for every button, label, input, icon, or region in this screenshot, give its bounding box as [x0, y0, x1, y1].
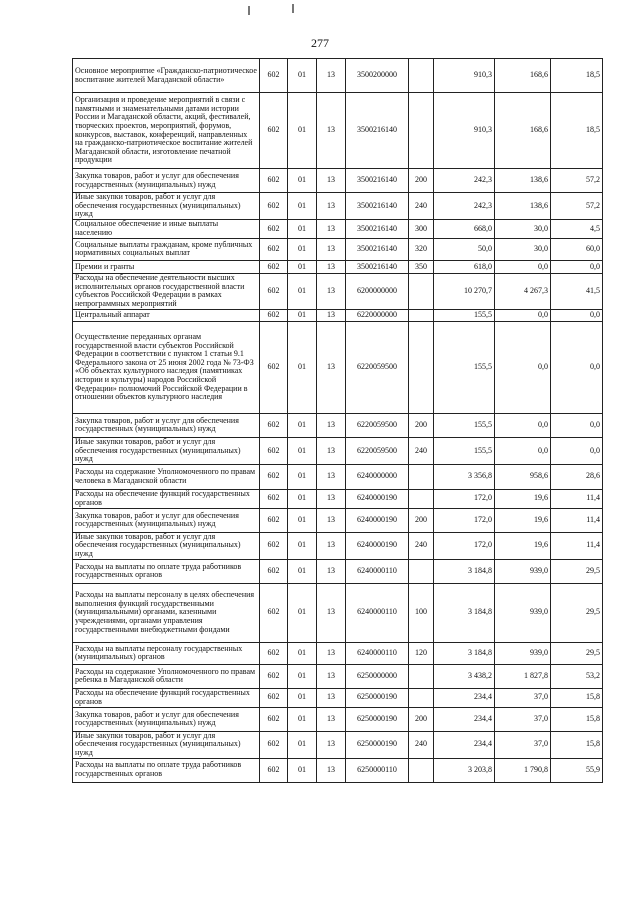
table-row [73, 758, 603, 782]
amount-plan: 3 184,8 [434, 583, 495, 642]
code-vr: 200 [409, 508, 434, 532]
code-pr: 13 [317, 169, 346, 193]
amount-percent: 0,0 [551, 321, 603, 413]
amount-percent: 15,8 [551, 688, 603, 707]
code-csr: 6220000000 [346, 309, 409, 321]
code-vr: 320 [409, 238, 434, 260]
amount-plan: 172,0 [434, 508, 495, 532]
amount-plan: 172,0 [434, 489, 495, 508]
code-vr [409, 489, 434, 508]
amount-percent: 29,5 [551, 559, 603, 583]
code-rz: 01 [288, 758, 317, 782]
amount-percent: 0,0 [551, 309, 603, 321]
code-ved: 602 [260, 707, 288, 731]
scan-mark [292, 4, 294, 13]
code-ved: 602 [260, 758, 288, 782]
code-pr: 13 [317, 707, 346, 731]
code-vr: 240 [409, 193, 434, 220]
table-row [73, 532, 603, 559]
table-row [73, 642, 603, 664]
expense-name: Расходы на содержание Уполномоченного по правам человека в Магаданской области [73, 464, 260, 489]
amount-actual: 30,0 [495, 219, 551, 238]
amount-percent: 28,6 [551, 464, 603, 489]
code-vr: 200 [409, 707, 434, 731]
code-ved: 602 [260, 583, 288, 642]
amount-plan: 242,3 [434, 193, 495, 220]
amount-actual: 138,6 [495, 193, 551, 220]
code-ved: 602 [260, 169, 288, 193]
code-vr: 200 [409, 169, 434, 193]
expense-name: Центральный аппарат [73, 309, 260, 321]
amount-percent: 15,8 [551, 707, 603, 731]
code-pr: 13 [317, 642, 346, 664]
expense-name: Премии и гранты [73, 260, 260, 273]
table-row [73, 260, 603, 273]
code-pr: 13 [317, 321, 346, 413]
expense-name: Закупка товаров, работ и услуг для обеспечения государственных (муниципальных) нужд [73, 169, 260, 193]
expense-name: Иные закупки товаров, работ и услуг для обеспечения государственных (муниципальных) нужд [73, 437, 260, 464]
expense-name: Закупка товаров, работ и услуг для обеспечения государственных (муниципальных) нужд [73, 413, 260, 437]
code-pr: 13 [317, 559, 346, 583]
code-rz: 01 [288, 219, 317, 238]
code-rz: 01 [288, 707, 317, 731]
code-pr: 13 [317, 437, 346, 464]
expense-name: Расходы на содержание Уполномоченного по правам ребенка в Магаданской области [73, 664, 260, 688]
code-ved: 602 [260, 731, 288, 758]
amount-plan: 50,0 [434, 238, 495, 260]
amount-plan: 3 356,8 [434, 464, 495, 489]
code-vr: 100 [409, 583, 434, 642]
amount-percent: 11,4 [551, 532, 603, 559]
amount-percent: 29,5 [551, 642, 603, 664]
expense-name: Расходы на выплаты персоналу государственных (муниципальных) органов [73, 642, 260, 664]
code-rz: 01 [288, 731, 317, 758]
code-rz: 01 [288, 273, 317, 309]
amount-actual: 4 267,3 [495, 273, 551, 309]
code-vr [409, 758, 434, 782]
amount-plan: 3 184,8 [434, 559, 495, 583]
amount-actual: 19,6 [495, 489, 551, 508]
amount-percent: 0,0 [551, 260, 603, 273]
code-csr: 6250000190 [346, 707, 409, 731]
table-row [73, 93, 603, 169]
code-ved: 602 [260, 273, 288, 309]
code-csr: 6240000190 [346, 508, 409, 532]
code-pr: 13 [317, 464, 346, 489]
budget-body [73, 59, 603, 783]
amount-actual: 939,0 [495, 642, 551, 664]
amount-actual: 0,0 [495, 321, 551, 413]
budget-table [72, 58, 603, 783]
code-ved: 602 [260, 59, 288, 93]
code-rz: 01 [288, 413, 317, 437]
code-pr: 13 [317, 664, 346, 688]
table-row [73, 413, 603, 437]
amount-percent: 55,9 [551, 758, 603, 782]
code-rz: 01 [288, 93, 317, 169]
code-rz: 01 [288, 559, 317, 583]
code-vr: 240 [409, 532, 434, 559]
amount-percent: 11,4 [551, 489, 603, 508]
expense-name: Иные закупки товаров, работ и услуг для обеспечения государственных (муниципальных) нужд [73, 193, 260, 220]
table-row [73, 707, 603, 731]
amount-percent: 57,2 [551, 193, 603, 220]
expense-name: Социальное обеспечение и иные выплаты населению [73, 219, 260, 238]
amount-actual: 0,0 [495, 413, 551, 437]
code-vr: 240 [409, 437, 434, 464]
code-ved: 602 [260, 321, 288, 413]
code-ved: 602 [260, 219, 288, 238]
amount-percent: 29,5 [551, 583, 603, 642]
code-ved: 602 [260, 489, 288, 508]
amount-actual: 37,0 [495, 707, 551, 731]
table-row [73, 688, 603, 707]
expense-name: Расходы на выплаты по оплате труда работников государственных органов [73, 758, 260, 782]
amount-actual: 1 790,8 [495, 758, 551, 782]
code-pr: 13 [317, 309, 346, 321]
code-pr: 13 [317, 238, 346, 260]
code-ved: 602 [260, 413, 288, 437]
table-row [73, 508, 603, 532]
amount-percent: 15,8 [551, 731, 603, 758]
table-row [73, 59, 603, 93]
expense-name: Иные закупки товаров, работ и услуг для обеспечения государственных (муниципальных) нужд [73, 731, 260, 758]
code-csr: 6240000190 [346, 532, 409, 559]
code-rz: 01 [288, 59, 317, 93]
code-csr: 6250000000 [346, 664, 409, 688]
code-pr: 13 [317, 260, 346, 273]
code-ved: 602 [260, 464, 288, 489]
expense-name: Организация и проведение мероприятий в связи с памятными и знаменательными датами истории России и Магаданской области, акций, фестивалей, творческих проектов, мероприятий, форумов, конкурсов, выставок, конференций, направленных на гражданско-патриотическое воспитание жителей Магаданской области, изготовление печатной продукции [73, 93, 260, 169]
code-vr [409, 464, 434, 489]
scan-mark [248, 6, 250, 15]
code-pr: 13 [317, 59, 346, 93]
code-pr: 13 [317, 688, 346, 707]
code-vr [409, 59, 434, 93]
table-row [73, 559, 603, 583]
code-rz: 01 [288, 309, 317, 321]
amount-percent: 11,4 [551, 508, 603, 532]
code-csr: 3500216140 [346, 169, 409, 193]
amount-plan: 172,0 [434, 532, 495, 559]
amount-plan: 668,0 [434, 219, 495, 238]
code-rz: 01 [288, 238, 317, 260]
code-vr: 300 [409, 219, 434, 238]
code-ved: 602 [260, 93, 288, 169]
table-row [73, 193, 603, 220]
amount-plan: 618,0 [434, 260, 495, 273]
table-row [73, 664, 603, 688]
code-csr: 3500216140 [346, 219, 409, 238]
amount-plan: 910,3 [434, 59, 495, 93]
code-csr: 6240000190 [346, 489, 409, 508]
amount-actual: 939,0 [495, 583, 551, 642]
amount-plan: 3 203,8 [434, 758, 495, 782]
code-rz: 01 [288, 321, 317, 413]
amount-actual: 958,6 [495, 464, 551, 489]
code-pr: 13 [317, 583, 346, 642]
amount-actual: 1 827,8 [495, 664, 551, 688]
code-csr: 3500200000 [346, 59, 409, 93]
code-csr: 3500216140 [346, 260, 409, 273]
table-row [73, 238, 603, 260]
code-vr [409, 688, 434, 707]
amount-percent: 57,2 [551, 169, 603, 193]
amount-percent: 41,5 [551, 273, 603, 309]
amount-plan: 910,3 [434, 93, 495, 169]
amount-plan: 3 184,8 [434, 642, 495, 664]
code-ved: 602 [260, 238, 288, 260]
amount-actual: 0,0 [495, 309, 551, 321]
code-vr [409, 309, 434, 321]
code-vr [409, 321, 434, 413]
amount-actual: 0,0 [495, 260, 551, 273]
code-csr: 6220059500 [346, 321, 409, 413]
amount-percent: 0,0 [551, 437, 603, 464]
code-csr: 6220059500 [346, 413, 409, 437]
code-pr: 13 [317, 489, 346, 508]
code-csr: 6200000000 [346, 273, 409, 309]
amount-actual: 19,6 [495, 532, 551, 559]
expense-name: Осуществление переданных органам государственной власти субъектов Российской Федерации в соответствии с пунктом 1 статьи 9.1 Федерального закона от 25 июня 2002 года № 73-ФЗ «Об объектах культурного наследия (памятниках истории и культуры) народов Российской Федерации» полномочий Российской Федерации в отношении объектов культурного наследия [73, 321, 260, 413]
expense-name: Расходы на обеспечение функций государственных органов [73, 688, 260, 707]
expense-name: Расходы на обеспечение деятельности высших исполнительных органов государственной власти субъектов Российской Федерации в рамках непрограммных мероприятий [73, 273, 260, 309]
code-rz: 01 [288, 508, 317, 532]
amount-percent: 60,0 [551, 238, 603, 260]
amount-plan: 3 438,2 [434, 664, 495, 688]
table-row [73, 583, 603, 642]
amount-plan: 234,4 [434, 731, 495, 758]
table-row [73, 309, 603, 321]
table-row [73, 321, 603, 413]
code-pr: 13 [317, 193, 346, 220]
code-vr [409, 559, 434, 583]
amount-actual: 19,6 [495, 508, 551, 532]
table-row [73, 273, 603, 309]
expense-name: Закупка товаров, работ и услуг для обеспечения государственных (муниципальных) нужд [73, 707, 260, 731]
expense-name: Расходы на обеспечение функций государственных органов [73, 489, 260, 508]
code-vr: 200 [409, 413, 434, 437]
amount-actual: 138,6 [495, 169, 551, 193]
amount-plan: 234,4 [434, 707, 495, 731]
page-number: 277 [311, 36, 329, 50]
amount-actual: 168,6 [495, 59, 551, 93]
code-csr: 3500216140 [346, 193, 409, 220]
code-pr: 13 [317, 219, 346, 238]
code-ved: 602 [260, 193, 288, 220]
table-row [73, 437, 603, 464]
code-csr: 6220059500 [346, 437, 409, 464]
code-ved: 602 [260, 532, 288, 559]
code-ved: 602 [260, 559, 288, 583]
code-pr: 13 [317, 731, 346, 758]
code-csr: 3500216140 [346, 238, 409, 260]
code-rz: 01 [288, 688, 317, 707]
amount-actual: 30,0 [495, 238, 551, 260]
amount-actual: 0,0 [495, 437, 551, 464]
amount-percent: 53,2 [551, 664, 603, 688]
code-ved: 602 [260, 437, 288, 464]
code-vr [409, 273, 434, 309]
code-pr: 13 [317, 758, 346, 782]
amount-plan: 155,5 [434, 437, 495, 464]
code-rz: 01 [288, 260, 317, 273]
code-pr: 13 [317, 508, 346, 532]
amount-percent: 4,5 [551, 219, 603, 238]
amount-actual: 37,0 [495, 731, 551, 758]
amount-actual: 168,6 [495, 93, 551, 169]
code-rz: 01 [288, 489, 317, 508]
amount-plan: 155,5 [434, 309, 495, 321]
code-pr: 13 [317, 273, 346, 309]
table-row [73, 731, 603, 758]
expense-name: Социальные выплаты гражданам, кроме публичных нормативных социальных выплат [73, 238, 260, 260]
code-csr: 6240000110 [346, 559, 409, 583]
code-ved: 602 [260, 642, 288, 664]
amount-plan: 242,3 [434, 169, 495, 193]
code-vr: 350 [409, 260, 434, 273]
code-csr: 6250000190 [346, 731, 409, 758]
code-rz: 01 [288, 642, 317, 664]
code-pr: 13 [317, 532, 346, 559]
code-pr: 13 [317, 413, 346, 437]
amount-percent: 18,5 [551, 93, 603, 169]
amount-percent: 18,5 [551, 59, 603, 93]
code-ved: 602 [260, 508, 288, 532]
amount-plan: 10 270,7 [434, 273, 495, 309]
amount-plan: 155,5 [434, 413, 495, 437]
table-row [73, 489, 603, 508]
code-csr: 6250000190 [346, 688, 409, 707]
code-rz: 01 [288, 169, 317, 193]
expense-name: Расходы на выплаты персоналу в целях обеспечения выполнения функций государственными (муниципальными) органами, казенными учреждениями, органами управления государственными внебюджетными фондами [73, 583, 260, 642]
amount-percent: 0,0 [551, 413, 603, 437]
amount-actual: 37,0 [495, 688, 551, 707]
table-row [73, 169, 603, 193]
expense-name: Закупка товаров, работ и услуг для обеспечения государственных (муниципальных) нужд [73, 508, 260, 532]
expense-name: Расходы на выплаты по оплате труда работников государственных органов [73, 559, 260, 583]
code-ved: 602 [260, 309, 288, 321]
code-csr: 6240000110 [346, 642, 409, 664]
amount-plan: 234,4 [434, 688, 495, 707]
code-vr [409, 664, 434, 688]
code-rz: 01 [288, 532, 317, 559]
expense-name: Иные закупки товаров, работ и услуг для обеспечения государственных (муниципальных) нужд [73, 532, 260, 559]
code-csr: 6240000000 [346, 464, 409, 489]
amount-actual: 939,0 [495, 559, 551, 583]
code-rz: 01 [288, 464, 317, 489]
code-rz: 01 [288, 193, 317, 220]
code-ved: 602 [260, 688, 288, 707]
code-rz: 01 [288, 437, 317, 464]
code-ved: 602 [260, 260, 288, 273]
code-vr: 120 [409, 642, 434, 664]
code-csr: 6240000110 [346, 583, 409, 642]
code-ved: 602 [260, 664, 288, 688]
code-csr: 6250000110 [346, 758, 409, 782]
code-rz: 01 [288, 664, 317, 688]
table-row [73, 464, 603, 489]
code-csr: 3500216140 [346, 93, 409, 169]
code-vr [409, 93, 434, 169]
table-row [73, 219, 603, 238]
code-pr: 13 [317, 93, 346, 169]
code-vr: 240 [409, 731, 434, 758]
expense-name: Основное мероприятие «Гражданско-патриотическое воспитание жителей Магаданской области» [73, 59, 260, 93]
code-rz: 01 [288, 583, 317, 642]
amount-plan: 155,5 [434, 321, 495, 413]
